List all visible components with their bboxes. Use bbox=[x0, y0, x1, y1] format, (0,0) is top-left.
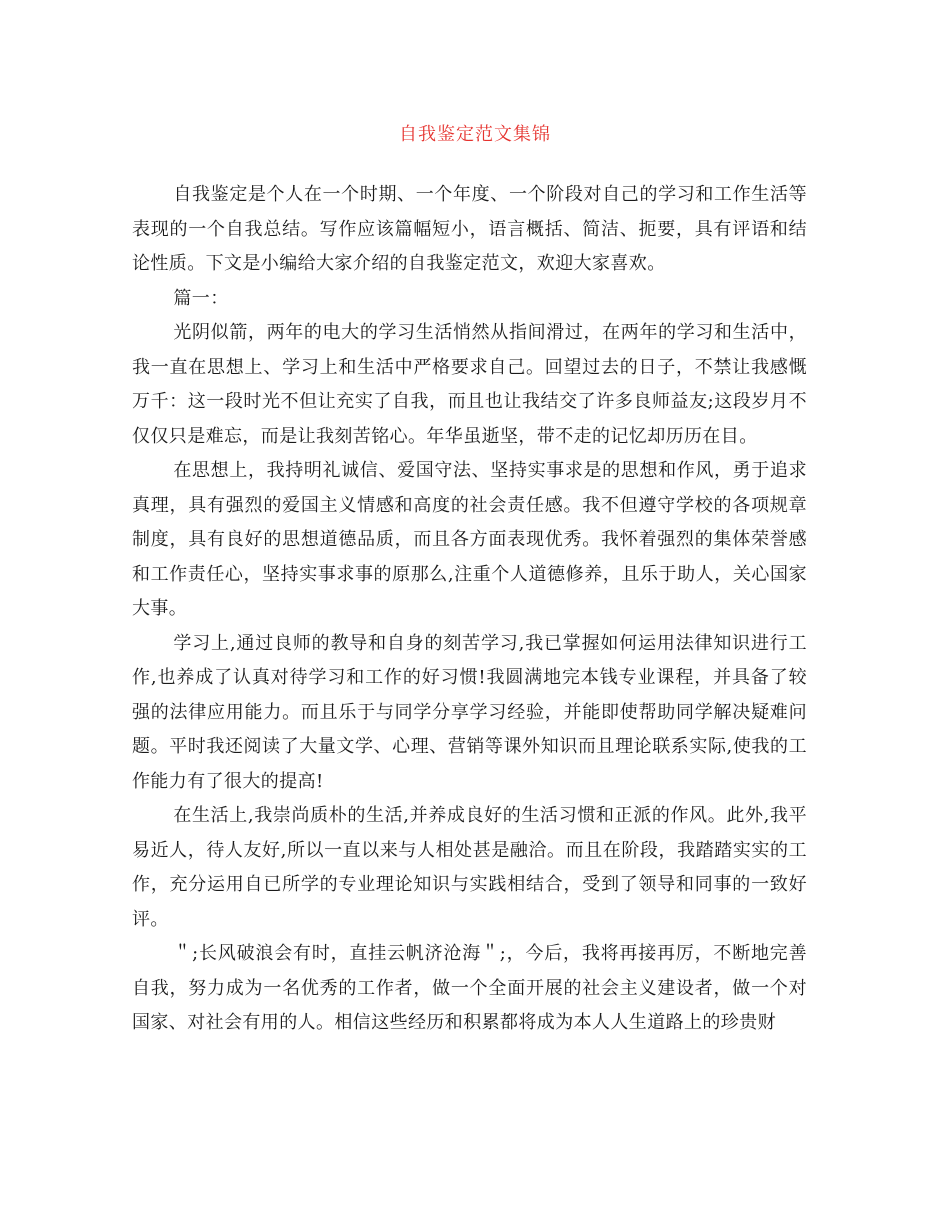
paragraph-intro: 自我鉴定是个人在一个时期、一个年度、一个阶段对自己的学习和工作生活等表现的一个自我总结。写作应该篇幅短小，语言概括、简洁、扼要，具有评语和结论性质。下文是小编给大家介绍的自我鉴定范文，欢迎大家喜欢。 bbox=[132, 184, 807, 274]
document-title: 自我鉴定范文集锦 bbox=[399, 124, 551, 145]
paragraph-future: ＂;长风破浪会有时，直挂云帆济沧海＂;，今后，我将再接再厉，不断地完善自我，努力成为一名优秀的工作者，做一个全面开展的社会主义建设者，做一个对国家、对社会有用的人。相信这些经历和积累都将成为本人人生道路上的珍贵财 bbox=[132, 943, 807, 1033]
paragraph-study: 学习上,通过良师的教导和自身的刻苦学习,我已掌握如何运用法律知识进行工作,也养成了认真对待学习和工作的好习惯!我圆满地完本钱专业课程，并具备了较强的法律应用能力。而且乐于与同学分享学习经验，并能即使帮助同学解决疑难问题。平时我还阅读了大量文学、心理、营销等课外知识而且理论联系实际,使我的工作能力有了很大的提高! bbox=[132, 632, 807, 792]
document-body bbox=[132, 178, 807, 1041]
paragraph-section-heading: 篇一： bbox=[173, 287, 229, 309]
paragraph-ideology: 在思想上，我持明礼诚信、爱国守法、坚持实事求是的思想和作风，勇于追求真理，具有强烈的爱国主义情感和高度的社会责任感。我不但遵守学校的各项规章制度，具有良好的思想道德品质，而且各方面表现优秀。我怀着强烈的集体荣誉感和工作责任心，坚持实事求事的原那么,注重个人道德修养，且乐于助人，关心国家大事。 bbox=[132, 460, 807, 619]
paragraph-reflection: 光阴似箭，两年的电大的学习生活悄然从指间滑过，在两年的学习和生活中，我一直在思想上、学习上和生活中严格要求自己。回望过去的日子，不禁让我感慨万千：这一段时光不但让充实了自我，而且也让我结交了许多良师益友;这段岁月不仅仅只是难忘，而是让我刻苦铭心。年华虽逝坚，带不走的记忆却历历在目。 bbox=[132, 322, 807, 447]
paragraph-life: 在生活上,我崇尚质朴的生活,并养成良好的生活习惯和正派的作风。此外,我平易近人，待人友好,所以一直以来与人相处甚是融洽。而且在阶段，我踏踏实实的工作，充分运用自已所学的专业理论知识与实践相结合，受到了领导和同事的一致好评。 bbox=[132, 805, 807, 930]
